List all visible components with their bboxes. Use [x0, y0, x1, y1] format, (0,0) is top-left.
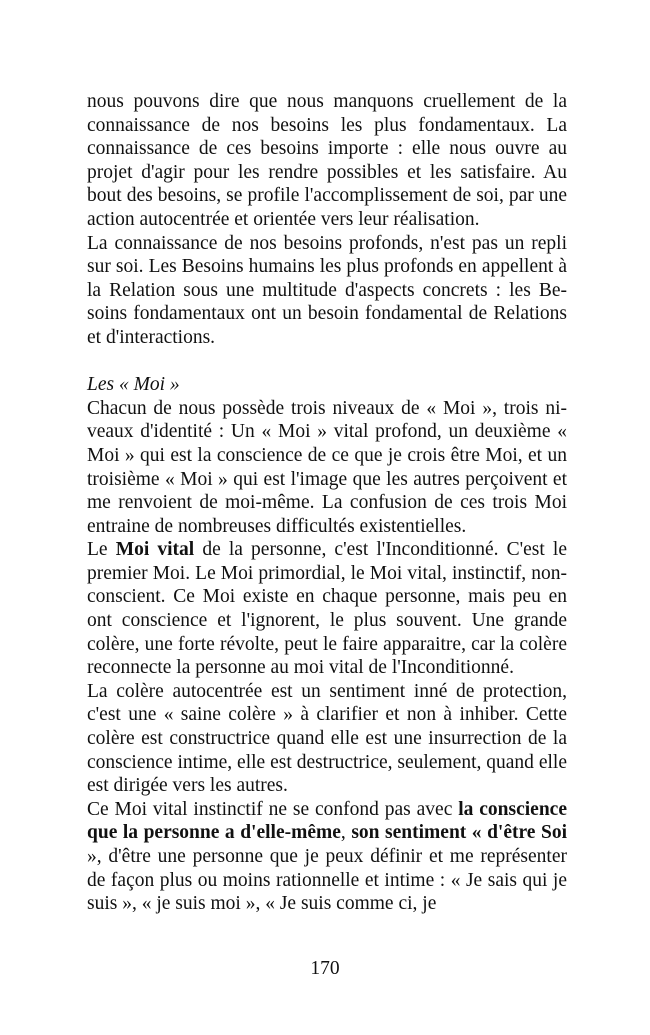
paragraph-1: nous pouvons dire que nous manquons cruellement de la connaissance de nos besoins les plus fondamentaux. La connaissance de ces besoins importe : elle nous ouvre au projet d'agir pour les rendre possibles et les satisfaire. Au bout des besoins, se profile l'accomplissement de soi, par une action autocentrée et orientée vers leur réalisation. — [87, 91, 567, 230]
paragraph-6 — [87, 798, 567, 916]
paragraph-2: La connaissance de nos besoins profonds, n'est pas un repli sur soi. Les Besoins humains les plus profonds en appellent à la Relation sous une multitude d'aspects concrets : les Besoins fondamentaux ont un besoin fondamental de Relations et d'interactions. — [87, 232, 567, 348]
paragraph-4 — [87, 538, 567, 680]
paragraph-4-post: de la personne, c'est l'Inconditionné. C'est le premier Moi. Le Moi primordial, le Moi vital, instinctif, non-conscient. Ce Moi existe en chaque personne, mais peu en ont conscience et l'ignorent, le plus souvent. Une grande colère, une forte révolte, peut le faire apparaitre, car la colère reconnecte la personne au moi vital de l'Inconditionné. — [87, 539, 567, 679]
paragraph-6-pre: Ce Moi vital instinctif ne se confond pas avec — [87, 798, 459, 820]
paragraph-3: Chacun de nous possède trois niveaux de « Moi », trois niveaux d'identité : Un « Moi » vital profond, un deuxième « Moi » qui est la conscience de ce que je crois être Moi, et un troisième « Moi » qui est l'image que les autres perçoivent et me renvoient de moi-même. La confusion de ces trois Moi entraine de nombreuses difficultés existentielles. — [87, 397, 567, 537]
paragraph-6-post: », d'être une personne que je peux définir et me représenter de façon plus ou moins rationnelle et intime : « Je sais qui je suis », « je suis moi », « Je suis comme ci, je — [87, 846, 567, 915]
paragraph-6-bold-1: la conscience que la personne a d'elle-même — [87, 798, 567, 844]
paragraph-4-bold: Moi vital — [115, 539, 195, 561]
section-heading: Les « Moi » — [87, 374, 180, 396]
page-number: 170 — [310, 958, 340, 979]
paragraph-6-bold-2: son sentiment « d'être Soi — [351, 822, 567, 844]
paragraph-gap — [87, 350, 567, 374]
paragraph-4-pre: Le — [87, 539, 116, 561]
paragraph-5: La colère autocentrée est un sentiment inné de protection, c'est une « saine colère » à clarifier et non à inhiber. Cette colère est constructrice quand elle est une insurrection de la conscience intime, elle est destructrice, seulement, quand elle est dirigée vers les autres. — [87, 680, 567, 797]
paragraph-6-mid: , — [340, 822, 352, 844]
page-body — [87, 90, 567, 916]
